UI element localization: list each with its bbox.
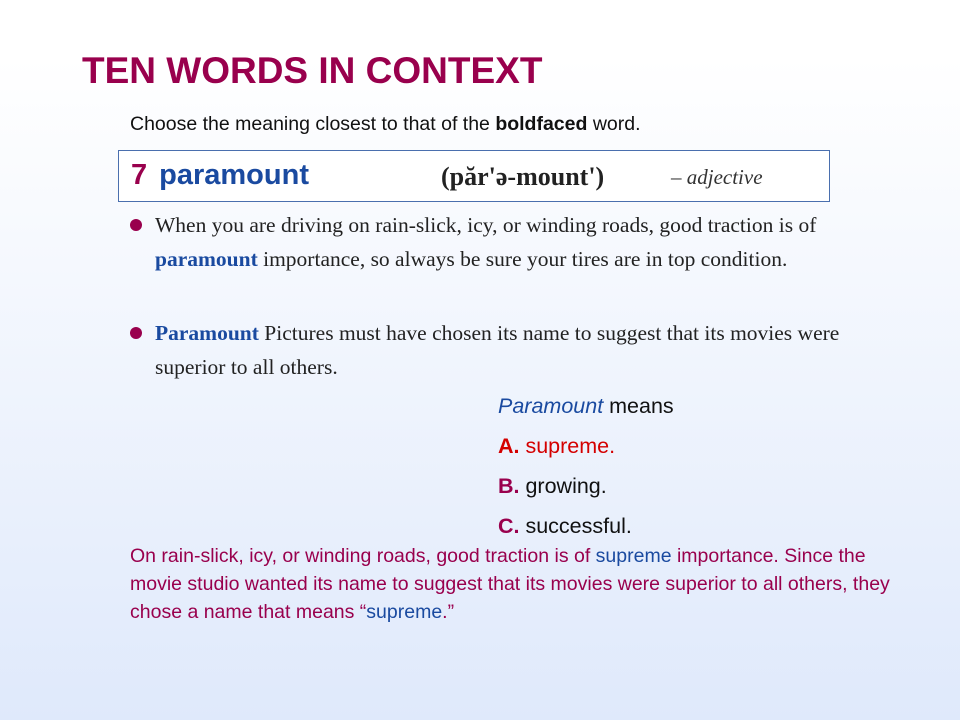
question-means: means [603, 394, 674, 418]
word-number: 7 [131, 159, 148, 191]
example-text [155, 208, 850, 276]
pronunciation: (păr'ə-mount') [441, 162, 605, 191]
page-title: TEN WORDS IN CONTEXT [82, 50, 543, 91]
choice-text: supreme. [519, 434, 616, 458]
bullet-icon [130, 219, 142, 231]
example-before: When you are driving on rain-slick, icy, or winding roads, good traction is of [155, 213, 817, 237]
example-sentence-1 [130, 208, 850, 276]
instruction-text [130, 113, 641, 136]
word-header-box [118, 150, 830, 202]
explanation-highlight: supreme [595, 545, 672, 567]
word-heading [131, 159, 309, 192]
question-word: Paramount [498, 394, 604, 418]
explanation-text [130, 542, 890, 626]
part-of-speech: – adjective [671, 165, 763, 189]
answer-choices [498, 386, 674, 546]
instruction-after: word. [587, 113, 641, 135]
explanation-part: On rain-slick, icy, or winding roads, good traction is of [130, 545, 596, 567]
question-prompt [498, 386, 674, 426]
bullet-icon [130, 327, 142, 339]
choice-letter: A. [498, 434, 520, 458]
vocab-word: paramount [159, 159, 309, 191]
instruction-bold: boldfaced [495, 113, 588, 135]
explanation-part: .” [442, 601, 455, 623]
explanation-part: importance. Since the movie studio wanted its name to suggest that its movies were superior to all others, they chose a name that means “ [130, 545, 890, 623]
example-after: Pictures must have chosen its name to suggest that its movies were superior to all others. [155, 321, 840, 379]
explanation-highlight: supreme [366, 601, 443, 623]
choice-letter: B. [498, 474, 520, 498]
choice-c[interactable] [498, 506, 674, 546]
example-sentence-2 [130, 316, 850, 384]
example-after: importance, so always be sure your tires are in top condition. [257, 247, 788, 271]
example-keyword: paramount [155, 247, 258, 271]
choice-b[interactable] [498, 466, 674, 506]
example-text [155, 316, 850, 384]
example-keyword: Paramount [155, 321, 259, 345]
choice-text: successful. [519, 514, 632, 538]
instruction-before: Choose the meaning closest to that of the [130, 113, 496, 135]
choice-letter: C. [498, 514, 520, 538]
choice-text: growing. [519, 474, 607, 498]
choice-a[interactable] [498, 426, 674, 466]
